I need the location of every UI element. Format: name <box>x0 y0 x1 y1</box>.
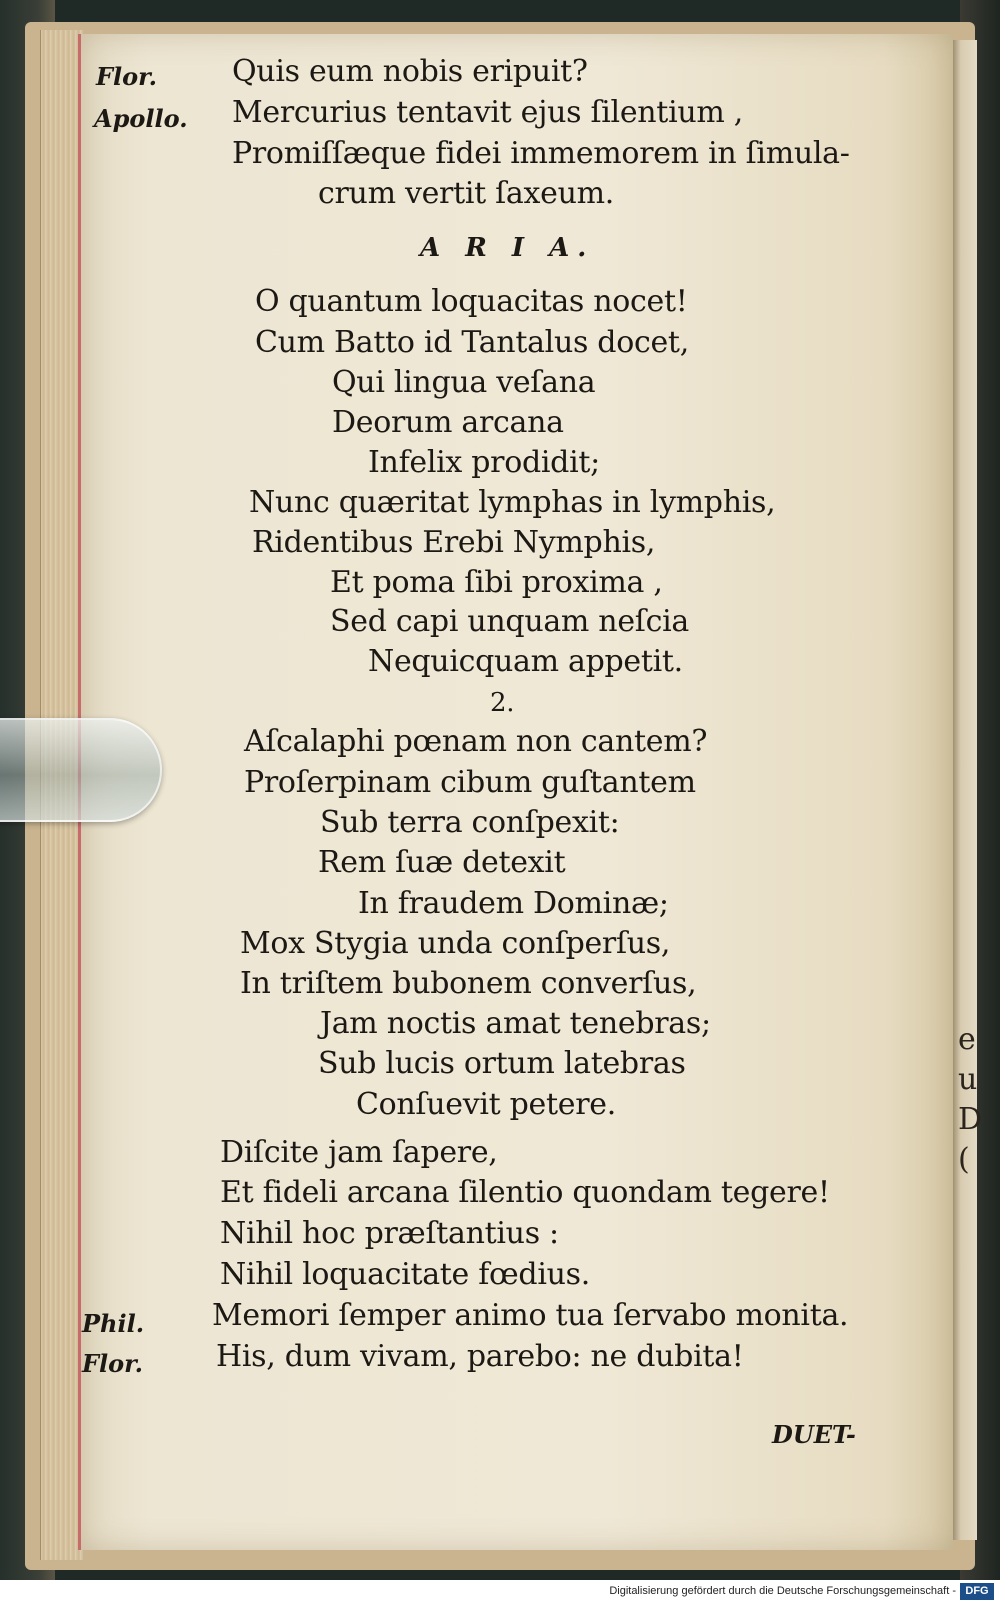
verse-line: Et poma ſibi proxima , <box>330 565 663 600</box>
dialogue-line: crum vertit ſaxeum. <box>318 176 614 211</box>
verse-line: Conſuevit petere. <box>356 1087 616 1122</box>
page-clip <box>0 718 162 822</box>
verse-line: In triſtem bubonem converſus, <box>240 966 697 1001</box>
verse-line: Sed capi unquam neſcia <box>330 604 689 639</box>
facing-page-edge <box>950 40 983 1540</box>
verse-line: Proſerpinam cibum guſtantem <box>244 765 696 800</box>
dialogue-line: Promiſſæque fidei immemorem in ſimula- <box>232 136 850 171</box>
dialogue-line: Memori ſemper animo tua ſervabo monita. <box>212 1298 849 1333</box>
verse-line: Sub terra conſpexit: <box>320 805 620 840</box>
stanza-number: 2. <box>490 688 515 718</box>
facing-glyph: e <box>958 1022 976 1057</box>
verse-line: Aſcalaphi pœnam non cantem? <box>244 724 708 759</box>
facing-glyph: D <box>958 1102 983 1137</box>
speaker-label: Flor. <box>96 62 157 91</box>
dialogue-line: Quis eum nobis eripuit? <box>232 54 588 89</box>
verse-line: Cum Batto id Tantalus docet, <box>255 325 689 360</box>
speaker-label: Phil. <box>82 1309 145 1338</box>
verse-line: Mox Stygia unda conſperſus, <box>240 926 671 961</box>
verse-line: Sub lucis ortum latebras <box>318 1046 686 1081</box>
footer-credit: Digitalisierung gefördert durch die Deutsche Forschungsgemeinschaft - <box>609 1585 956 1597</box>
verse-line: Qui lingua veſana <box>332 365 596 400</box>
verse-line: Deorum arcana <box>332 405 564 440</box>
moral-line: Et fideli arcana ſilentio quondam tegere! <box>220 1175 830 1210</box>
verse-line: Rem ſuæ detexit <box>318 845 566 880</box>
verse-line: Infelix prodidit; <box>368 445 600 480</box>
dfg-logo: DFG <box>960 1583 994 1600</box>
verse-line: Jam noctis amat tenebras; <box>320 1006 711 1041</box>
speaker-label: Apollo. <box>94 104 188 133</box>
facing-glyph: ( <box>958 1142 970 1177</box>
verse-line: Ridentibus Erebi Nymphis, <box>252 525 656 560</box>
aria-heading: A R I A. <box>420 233 595 263</box>
dialogue-line: Mercurius tentavit ejus ſilentium , <box>232 95 743 130</box>
moral-line: Nihil loquacitate fœdius. <box>220 1257 590 1292</box>
verse-line: Nequicquam appetit. <box>368 644 683 679</box>
facing-page-glyphs <box>958 1020 983 1180</box>
catchword: DUET- <box>772 1420 856 1449</box>
verse-line: Nunc quæritat lymphas in lymphis, <box>249 485 776 520</box>
moral-line: Nihil hoc præſtantius : <box>220 1216 559 1251</box>
facing-glyph: u <box>958 1062 978 1097</box>
speaker-label: Flor. <box>82 1349 143 1378</box>
dialogue-line: His, dum vivam, parebo: ne dubita! <box>216 1339 744 1374</box>
moral-line: Diſcite jam ſapere, <box>220 1135 498 1170</box>
verse-line: O quantum loquacitas nocet! <box>255 284 688 319</box>
verse-line: In fraudem Dominæ; <box>358 886 669 921</box>
